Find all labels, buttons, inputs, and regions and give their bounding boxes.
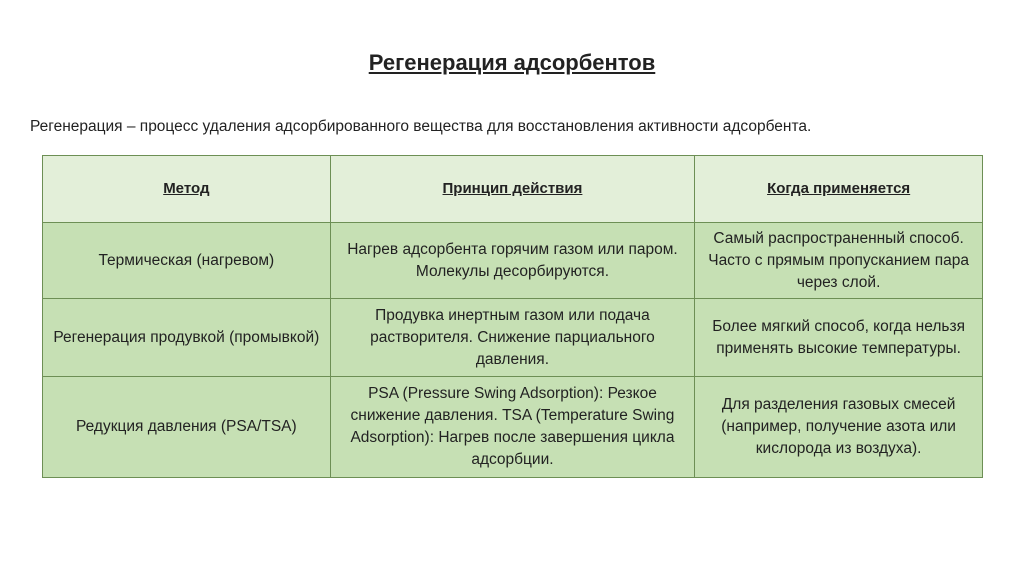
cell-usage: Для разделения газовых смесей (например, получение азота или кислорода из воздуха). xyxy=(695,377,983,478)
header-principle: Принцип действия xyxy=(330,156,695,223)
cell-usage: Более мягкий способ, когда нельзя применять высокие температуры. xyxy=(695,299,983,377)
header-method: Метод xyxy=(43,156,331,223)
cell-principle: PSA (Pressure Swing Adsorption): Резкое снижение давления. TSA (Temperature Swing Adsorption): Нагрев после завершения цикла адсорбции. xyxy=(330,377,695,478)
cell-principle: Продувка инертным газом или подача растворителя. Снижение парциального давления. xyxy=(330,299,695,377)
cell-method: Редукция давления (PSA/TSA) xyxy=(43,377,331,478)
table-row xyxy=(43,299,983,377)
cell-usage: Самый распространенный способ. Часто с прямым пропусканием пара через слой. xyxy=(695,223,983,299)
table-header-row xyxy=(43,156,983,223)
cell-method: Регенерация продувкой (промывкой) xyxy=(43,299,331,377)
table-row xyxy=(43,377,983,478)
intro-text: Регенерация – процесс удаления адсорбированного вещества для восстановления активности адсорбента. xyxy=(30,118,812,135)
methods-table xyxy=(42,155,983,478)
cell-principle: Нагрев адсорбента горячим газом или паром. Молекулы десорбируются. xyxy=(330,223,695,299)
header-usage: Когда применяется xyxy=(695,156,983,223)
cell-method: Термическая (нагревом) xyxy=(43,223,331,299)
slide-title: Регенерация адсорбентов xyxy=(368,50,656,75)
table-row xyxy=(43,223,983,299)
